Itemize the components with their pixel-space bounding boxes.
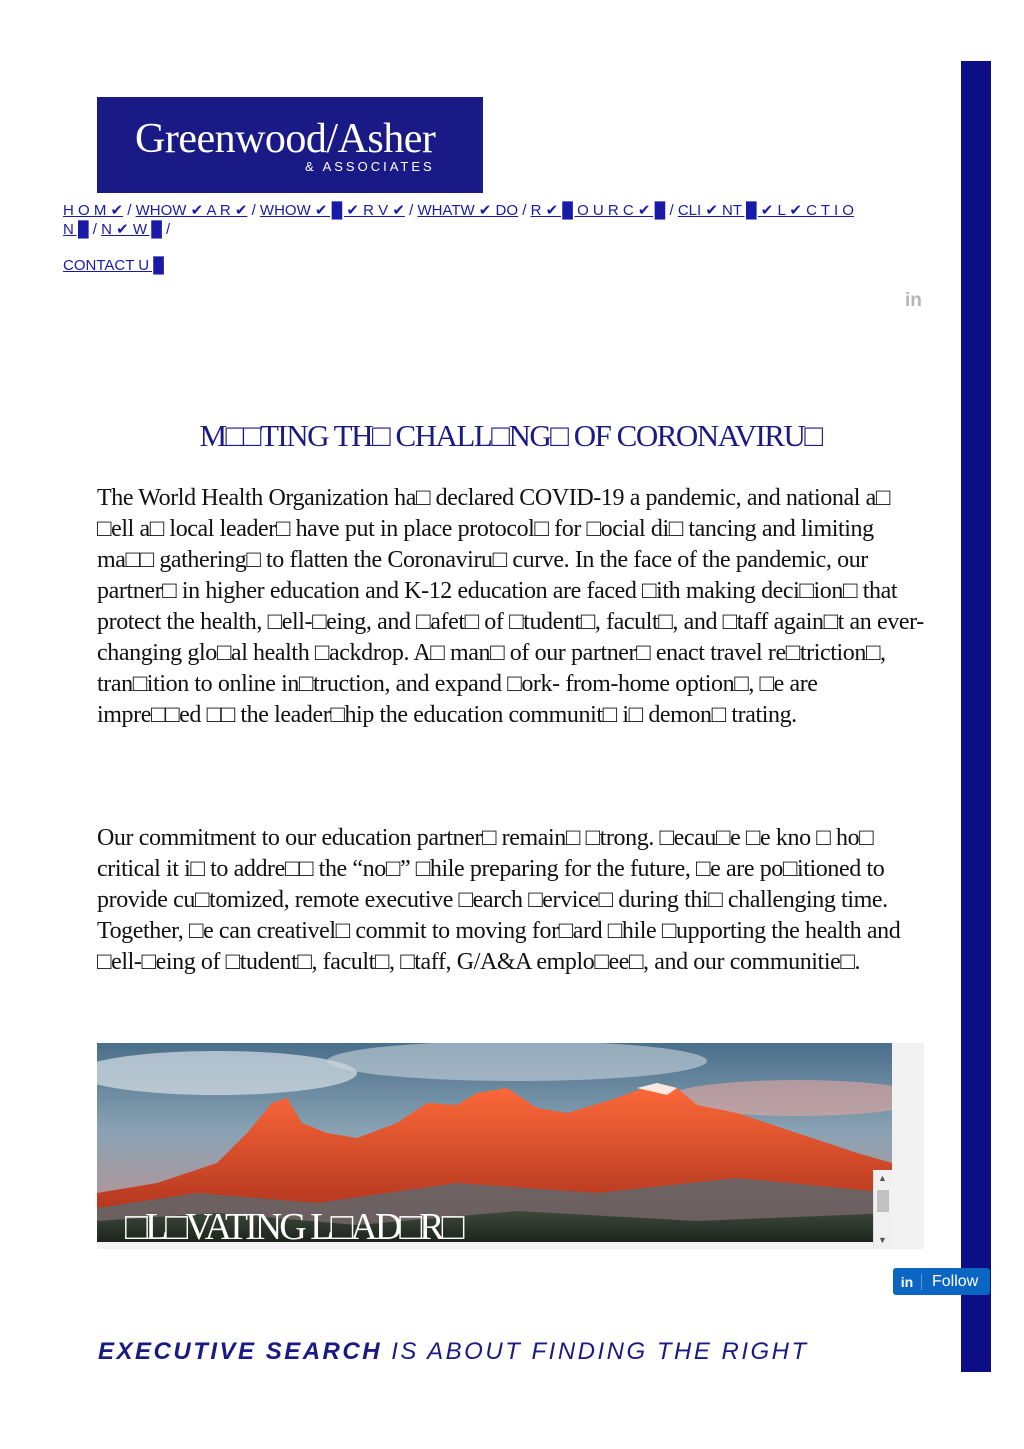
linkedin-follow-button[interactable] <box>893 1268 990 1295</box>
nav-item-resources[interactable]: R ✔ █ O U R C ✔ █ <box>530 202 666 219</box>
nav-item-contact[interactable]: CONTACT U █ <box>63 257 164 274</box>
nav-item-home[interactable]: H O M ✔ <box>63 202 124 219</box>
scroll-down-arrow-icon[interactable]: ▼ <box>878 1235 887 1245</box>
nav-separator: / <box>518 202 531 219</box>
scroll-thumb[interactable] <box>877 1190 889 1212</box>
nav-separator: / <box>404 202 418 219</box>
nav-separator: / <box>247 202 260 219</box>
banner-caption: □L□VATING L□AD□R□ <box>125 1206 462 1248</box>
brand-logo[interactable] <box>97 97 483 193</box>
nav-contact-row <box>63 257 164 274</box>
logo-name: Greenwood/Asher <box>135 116 436 162</box>
nav-item-who-we-serve[interactable]: WHOW ✔ █ ✔ R V ✔ <box>259 202 405 219</box>
linkedin-icon: in <box>893 1274 922 1290</box>
nav-item-who-we-are[interactable]: WHOW ✔ A R ✔ <box>135 202 248 219</box>
follow-label: Follow <box>932 1272 979 1290</box>
right-side-bar <box>961 61 991 1372</box>
nav-separator: / <box>161 221 171 238</box>
logo-subtitle: & ASSOCIATES <box>305 159 435 174</box>
tagline-emphasis: EXECUTIVE SEARCH <box>98 1338 383 1365</box>
banner-scrollbar[interactable] <box>873 1170 892 1248</box>
nav-item-news[interactable]: N ✔ W █ <box>101 221 162 238</box>
tagline-rest: IS ABOUT FINDING THE RIGHT <box>382 1338 809 1365</box>
main-navigation <box>63 201 863 239</box>
nav-item-what-we-do[interactable]: WHATW ✔ DO <box>417 202 519 219</box>
nav-separator: / <box>88 221 102 238</box>
nav-item-client-selections[interactable]: CLI ✔ NT █ ✔ L ✔ C T I O N █ <box>63 202 854 238</box>
nav-separator: / <box>123 202 136 219</box>
paragraph-2: Our commitment to our education partner□ remain□ □trong. □ecau□e □e kno □ ho□ critical it i□ to addre□□ the “no□” □hile preparing for the future, □e are po□itioned to provide cu□tomized, remote executive □earch □ervice□ during thi□ challenging time. Together, □e can creativel□ commit to moving for□ard □hile □upporting the health and □ell-□eing of □tudent□, facult□, □taff, G/A&A emplo□ee□, and our communitie□. <box>97 825 901 975</box>
paragraph-1: The World Health Organization ha□ declared COVID-19 a pandemic, and national a□ □ell a□ local leader□ have put in place protocol□ for □ocial di□ tancing and limiting ma□□ gathering□ to flatten the Coronaviru□ curve. In the face of the pandemic, our partner□ in higher education and K-12 education are faced □ith making deci□ion□ that protect the health, □ell-□eing, and □afet□ of □tudent□, facult□, and □taff again□t an ever-changing glo□al health □ackdrop. A□ man□ of our partner□ enact travel re□triction□, tran□ition to online in□truction, and expand □ork- from-home option□, □e are impre□□ed □□ the leader□hip the education communit□ i□ demon□ trating. <box>97 485 924 728</box>
linkedin-icon[interactable]: in <box>905 290 922 311</box>
tagline <box>98 1338 928 1366</box>
scroll-up-arrow-icon[interactable]: ▲ <box>878 1173 887 1183</box>
page-title: M□□TING TH□ CHALL□NG□ OF CORONAVIRU□ <box>199 418 822 453</box>
nav-separator: / <box>665 202 678 219</box>
